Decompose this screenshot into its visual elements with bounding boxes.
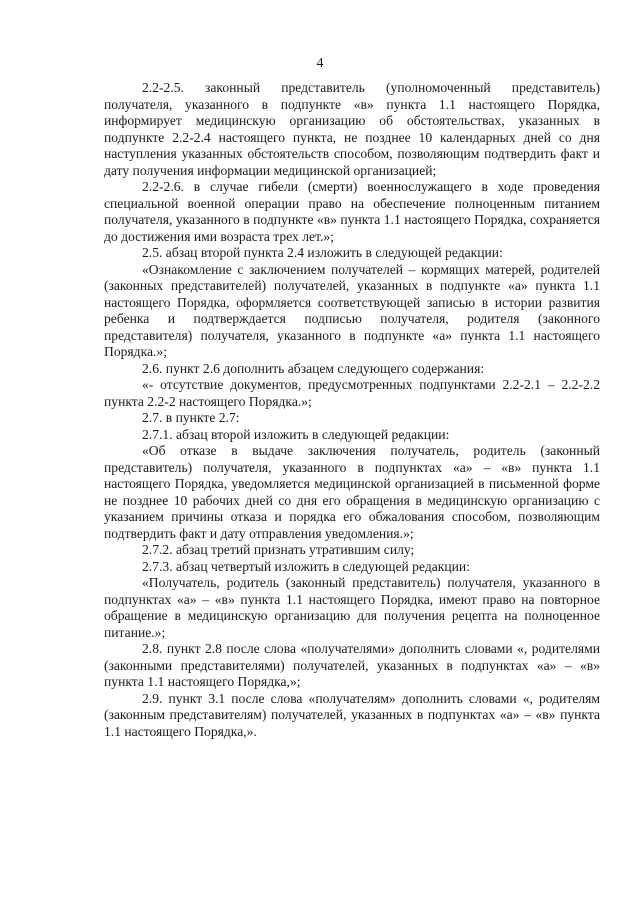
paragraph-2-5-text: «Ознакомление с заключением получателей – кормящих матерей, родителей (законных представителей) получателей, указанных в подпункте «а» пункта 1.1 настоящего Порядка, оформляется соответствующей записью в истории развития ребенка и подтверждается подписью получателя, родителя (законного представителя) получателя, указанного в подпункте «а» пункта 1.1 настоящего Порядка.»;: [104, 261, 600, 359]
paragraph-2-7-3: 2.7.3. абзац четвертый изложить в следующей редакции:: [142, 558, 470, 574]
paragraph-2-9: 2.9. пункт 3.1 после слова «получателям» дополнить словами «, родителям (законным представителям) получателей, указанных в подпунктах «а» – «в» пункта 1.1 настоящего Порядка,».: [104, 690, 600, 739]
paragraph-2-6: 2.6. пункт 2.6 дополнить абзацем следующего содержания:: [142, 360, 485, 376]
page-number: 4: [316, 56, 324, 71]
paragraph-2-8: 2.8. пункт 2.8 после слова «получателями» дополнить словами «, родителями (законными представителями) получателей, указанных в подпунктах «а» – «в» пункта 1.1 настоящего Порядка,»;: [104, 641, 600, 689]
paragraph-2-7-2: 2.7.2. абзац третий признать утратившим силу;: [142, 542, 415, 557]
paragraph-2-5: 2.5. абзац второй пункта 2.4 изложить в следующей редакции:: [142, 245, 503, 260]
paragraph-2-2-2-6: 2.2-2.6. в случае гибели (смерти) военнослужащего в ходе проведения специальной военной операции право на обеспечение полноценным питанием получателя, указанного в подпункте «в» пункта 1.1 настоящего Порядка, сохраняется до достижения ими возраста трех лет.»;: [104, 179, 600, 244]
paragraph-2-2-2-5: 2.2-2.5. законный представитель (уполномоченный представитель) получателя, указанного в подпункте «в» пункта 1.1 настоящего Порядка, информирует медицинскую организацию об обстоятельствах, указанных в подпункте 2.2-2.4 настоящего пункта, не позднее 10 календарных дней со дня наступления указанных обстоятельств способом, позволяющим подтвердить факт и дату получения информации медицинской организацией;: [104, 80, 600, 178]
paragraph-2-7-1-text: «Об отказе в выдаче заключения получатель, родитель (законный представитель) получателя, указанного в подпунктах «а» – «в» пункта 1.1 настоящего Порядка, уведомляется медицинской организацией в письменной форме не позднее 10 рабочих дней со дня его обращения в медицинскую организацию с указанием причины отказа и порядка его обжалования способом, позволяющим подтвердить факт и дату отправления уведомления.»;: [104, 443, 600, 541]
document-body: [104, 80, 600, 740]
paragraph-2-7-3-text: «Получатель, родитель (законный представитель) получателя, указанного в подпунктах «а» – «в» пункта 1.1 настоящего Порядка, имеют право на повторное обращение в медицинскую организацию для получения рецепта на полноценное питание.»;: [104, 575, 600, 640]
paragraph-2-7: 2.7. в пункте 2.7:: [142, 410, 240, 425]
paragraph-2-6-text: «- отсутствие документов, предусмотренных подпунктами 2.2-2.1 – 2.2-2.2 пункта 2.2-2 настоящего Порядка.»;: [104, 377, 600, 409]
paragraph-2-7-1: 2.7.1. абзац второй изложить в следующей редакции:: [142, 426, 450, 442]
